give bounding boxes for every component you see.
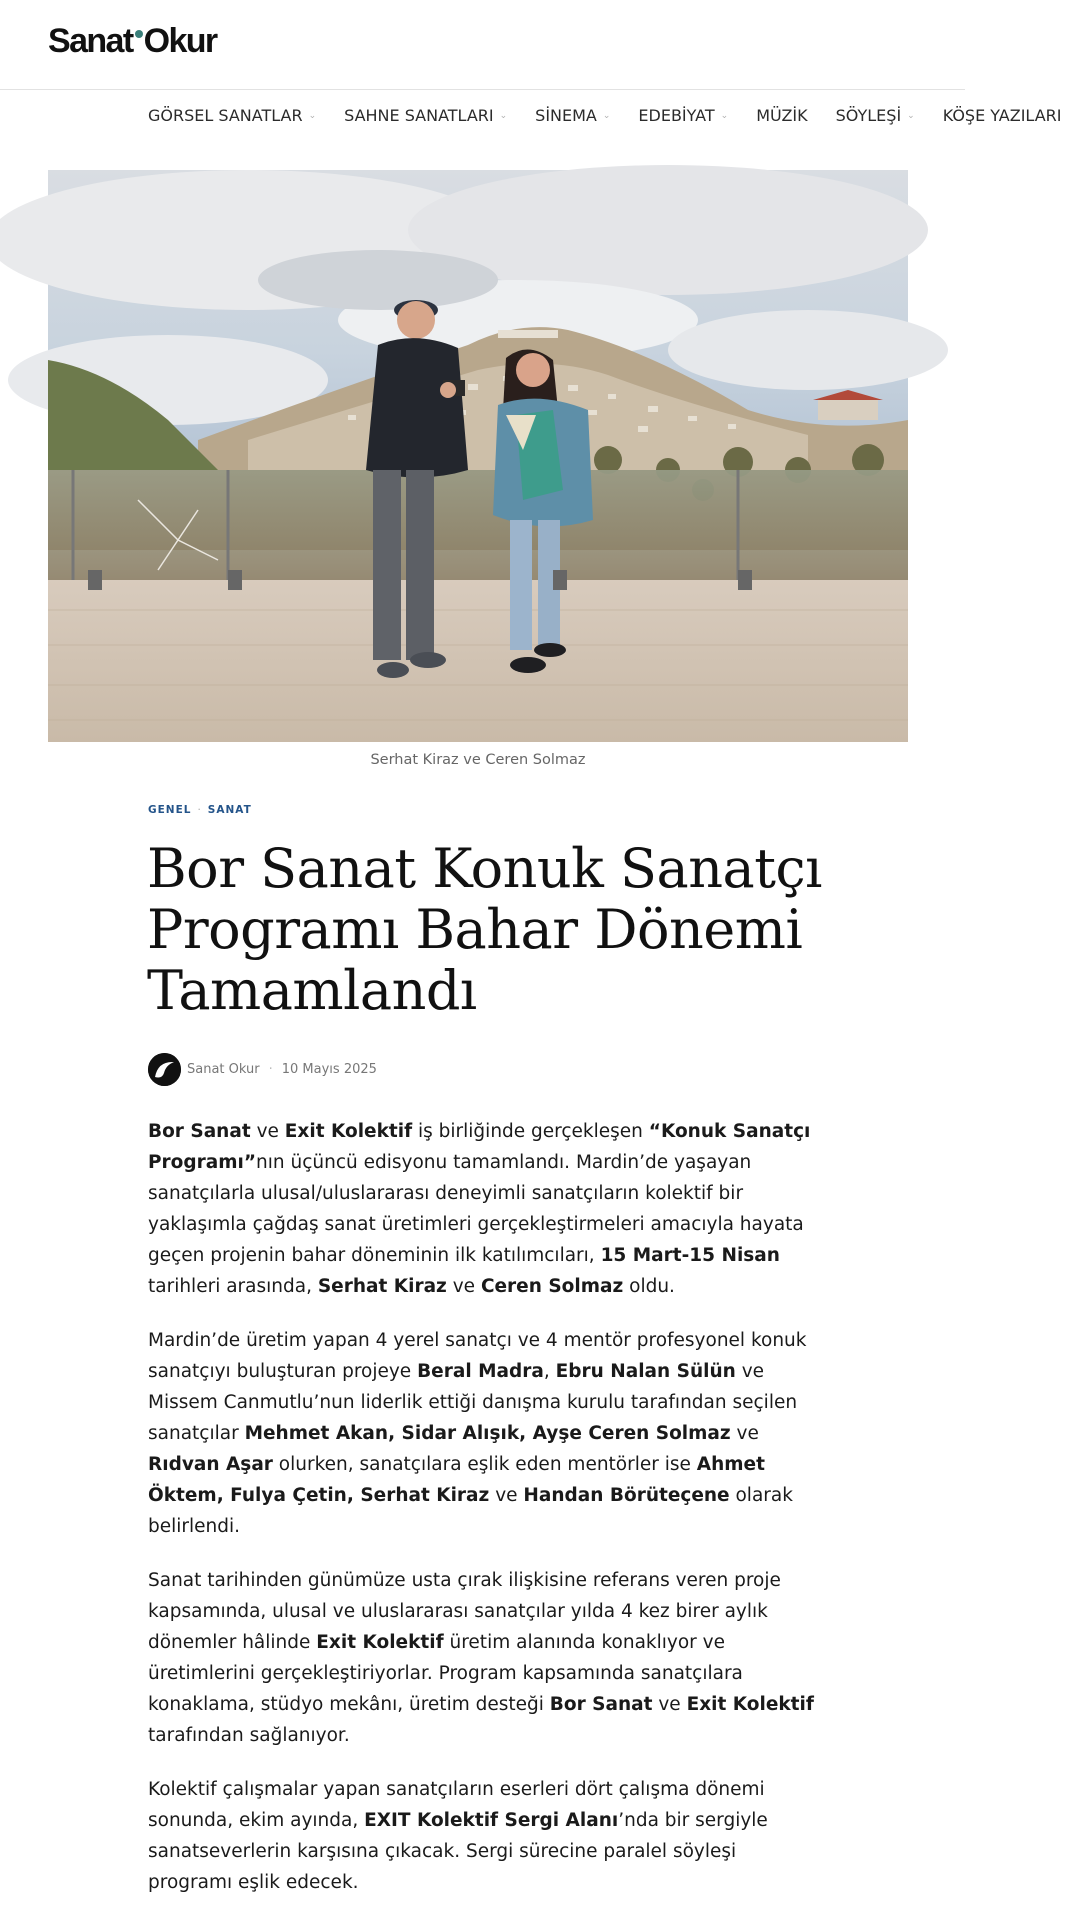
logo-text-sanat: Sanat xyxy=(48,22,133,60)
text-run: ve Missem Canmutlu’nun liderlik ettiği danışma kurulu tarafından seçilen sanatçılar xyxy=(148,1361,798,1444)
nav-item-label: MÜZİK xyxy=(756,105,808,125)
nav-item-label: GÖRSEL SANATLAR xyxy=(148,105,303,125)
chevron-down-icon: ⌄ xyxy=(720,111,729,121)
text-run: oldu. xyxy=(623,1276,675,1297)
nav-item-label: EDEBİYAT xyxy=(638,105,715,125)
bold-text: Rıdvan Aşar xyxy=(148,1454,273,1475)
text-run: ve xyxy=(446,1276,481,1297)
bold-text: Ebru Nalan Sülün xyxy=(555,1361,736,1382)
text-run: Kolektif çalışmalar yapan sanatçıların eserleri dört çalışma dönemi sonunda, ekim ayında, xyxy=(148,1779,765,1831)
site-header xyxy=(0,0,965,90)
article-body xyxy=(148,1116,818,1921)
bold-text: Handan Börüteçene xyxy=(523,1485,730,1506)
author-name[interactable]: Sanat Okur xyxy=(187,1061,260,1077)
bold-text: Beral Madra xyxy=(417,1361,544,1382)
text-run: tarihleri arasında, xyxy=(148,1276,318,1297)
chevron-down-icon: ⌄ xyxy=(308,111,317,121)
hero-image xyxy=(48,170,908,742)
nav-item-label: SÖYLEŞİ xyxy=(835,105,902,125)
category-separator: · xyxy=(197,804,202,816)
bold-text: Ahmet Öktem, Fulya Çetin, Serhat Kiraz xyxy=(148,1454,765,1506)
nav-item-label: SİNEMA xyxy=(535,105,597,125)
logo-swoosh-icon xyxy=(148,1053,181,1086)
text-run: Sanat tarihinden günümüze usta çırak ilişkisine referans veren proje kapsamında, ulusal ve uluslararası sanatçılar yılda 4 kez birer aylık dönemler hâlinde xyxy=(148,1570,781,1653)
hero-photo xyxy=(48,170,908,742)
article-paragraph xyxy=(148,1116,818,1302)
bold-text: Bor Sanat xyxy=(549,1694,653,1715)
nav-item-3[interactable] xyxy=(638,106,728,125)
text-run: nın üçüncü edisyonu tamamlandı. Mardin’de yaşayan sanatçılarla ulusal/uluslararası deneyimli sanatçıların kolektif bir yaklaşımla çağdaş sanat üretimleri gerçekleştirmeleri amacıyla hayata geçen projenin bahar döneminin ilk katılımcıları, xyxy=(148,1152,804,1266)
article-meta xyxy=(148,1052,377,1086)
bold-text: Exit Kolektif xyxy=(686,1694,814,1715)
article-categories xyxy=(148,804,252,816)
text-run: tarafından sağlanıyor. xyxy=(148,1725,350,1746)
nav-item-label: KÖŞE YAZILARI xyxy=(942,105,1062,125)
category-link-genel[interactable]: GENEL xyxy=(148,804,192,816)
text-run: ve xyxy=(489,1485,524,1506)
nav-item-label: SAHNE SANATLARI xyxy=(344,105,494,125)
text-run: ve xyxy=(250,1121,285,1142)
text-run: ’nda bir sergiyle sanatseverlerin karşısına çıkacak. Sergi sürecine paralel söyleşi programı eşlik edecek. xyxy=(148,1810,768,1893)
nav-item-2[interactable] xyxy=(535,106,610,125)
bold-text: Ceren Solmaz xyxy=(480,1276,624,1297)
main-navigation xyxy=(148,90,1089,140)
site-logo[interactable] xyxy=(48,22,217,61)
chevron-down-icon: ⌄ xyxy=(602,111,611,121)
author-avatar[interactable] xyxy=(148,1053,181,1086)
chevron-down-icon: ⌄ xyxy=(907,111,915,121)
article-title: Bor Sanat Konuk Sanatçı Programı Bahar Dönemi Tamamlandı xyxy=(147,837,822,1022)
bold-text: Bor Sanat xyxy=(148,1121,251,1142)
text-run: , xyxy=(543,1361,556,1382)
text-run: üretim alanında konaklıyor ve üretimlerini gerçekleştiriyorlar. Program kapsamında sanatçılara konaklama, stüdyo mekânı, üretim desteği xyxy=(148,1632,743,1715)
meta-separator: · xyxy=(268,1061,273,1077)
text-run: olarak belirlendi. xyxy=(148,1485,793,1537)
chevron-down-icon: ⌄ xyxy=(499,111,508,121)
text-run: Mardin’de üretim yapan 4 yerel sanatçı ve 4 mentör profesyonel konuk sanatçıyı buluşturan projeye xyxy=(148,1330,807,1382)
bold-text: Serhat Kiraz xyxy=(317,1276,447,1297)
text-run: ve xyxy=(730,1423,759,1444)
nav-item-5[interactable] xyxy=(836,106,915,125)
nav-item-1[interactable] xyxy=(344,106,507,125)
bold-text: Exit Kolektif xyxy=(284,1121,413,1142)
nav-item-6[interactable] xyxy=(943,106,1062,125)
text-run: iş birliğinde gerçekleşen xyxy=(412,1121,649,1142)
text-run: ve xyxy=(652,1694,687,1715)
logo-text-okur: Okur xyxy=(143,22,217,60)
text-run: olurken, sanatçılara eşlik eden mentörler ise xyxy=(272,1454,697,1475)
nav-item-4[interactable] xyxy=(756,106,807,125)
article-paragraph xyxy=(148,1774,818,1898)
bold-text: Mehmet Akan, Sidar Alışık, Ayşe Ceren Solmaz xyxy=(244,1423,731,1444)
hero-caption: Serhat Kiraz ve Ceren Solmaz xyxy=(370,752,586,768)
category-link-sanat[interactable]: SANAT xyxy=(207,804,252,816)
article-paragraph xyxy=(148,1565,818,1751)
bold-text: EXIT Kolektif Sergi Alanı xyxy=(364,1810,619,1831)
bold-text: Exit Kolektif xyxy=(316,1632,444,1653)
logo-dot xyxy=(135,30,143,38)
bold-text: 15 Mart-15 Nisan xyxy=(600,1245,780,1266)
publish-date: 10 Mayıs 2025 xyxy=(281,1061,377,1077)
article-paragraph xyxy=(148,1325,818,1542)
nav-item-0[interactable] xyxy=(148,106,316,125)
bold-text: “Konuk Sanatçı Programı” xyxy=(148,1121,811,1173)
